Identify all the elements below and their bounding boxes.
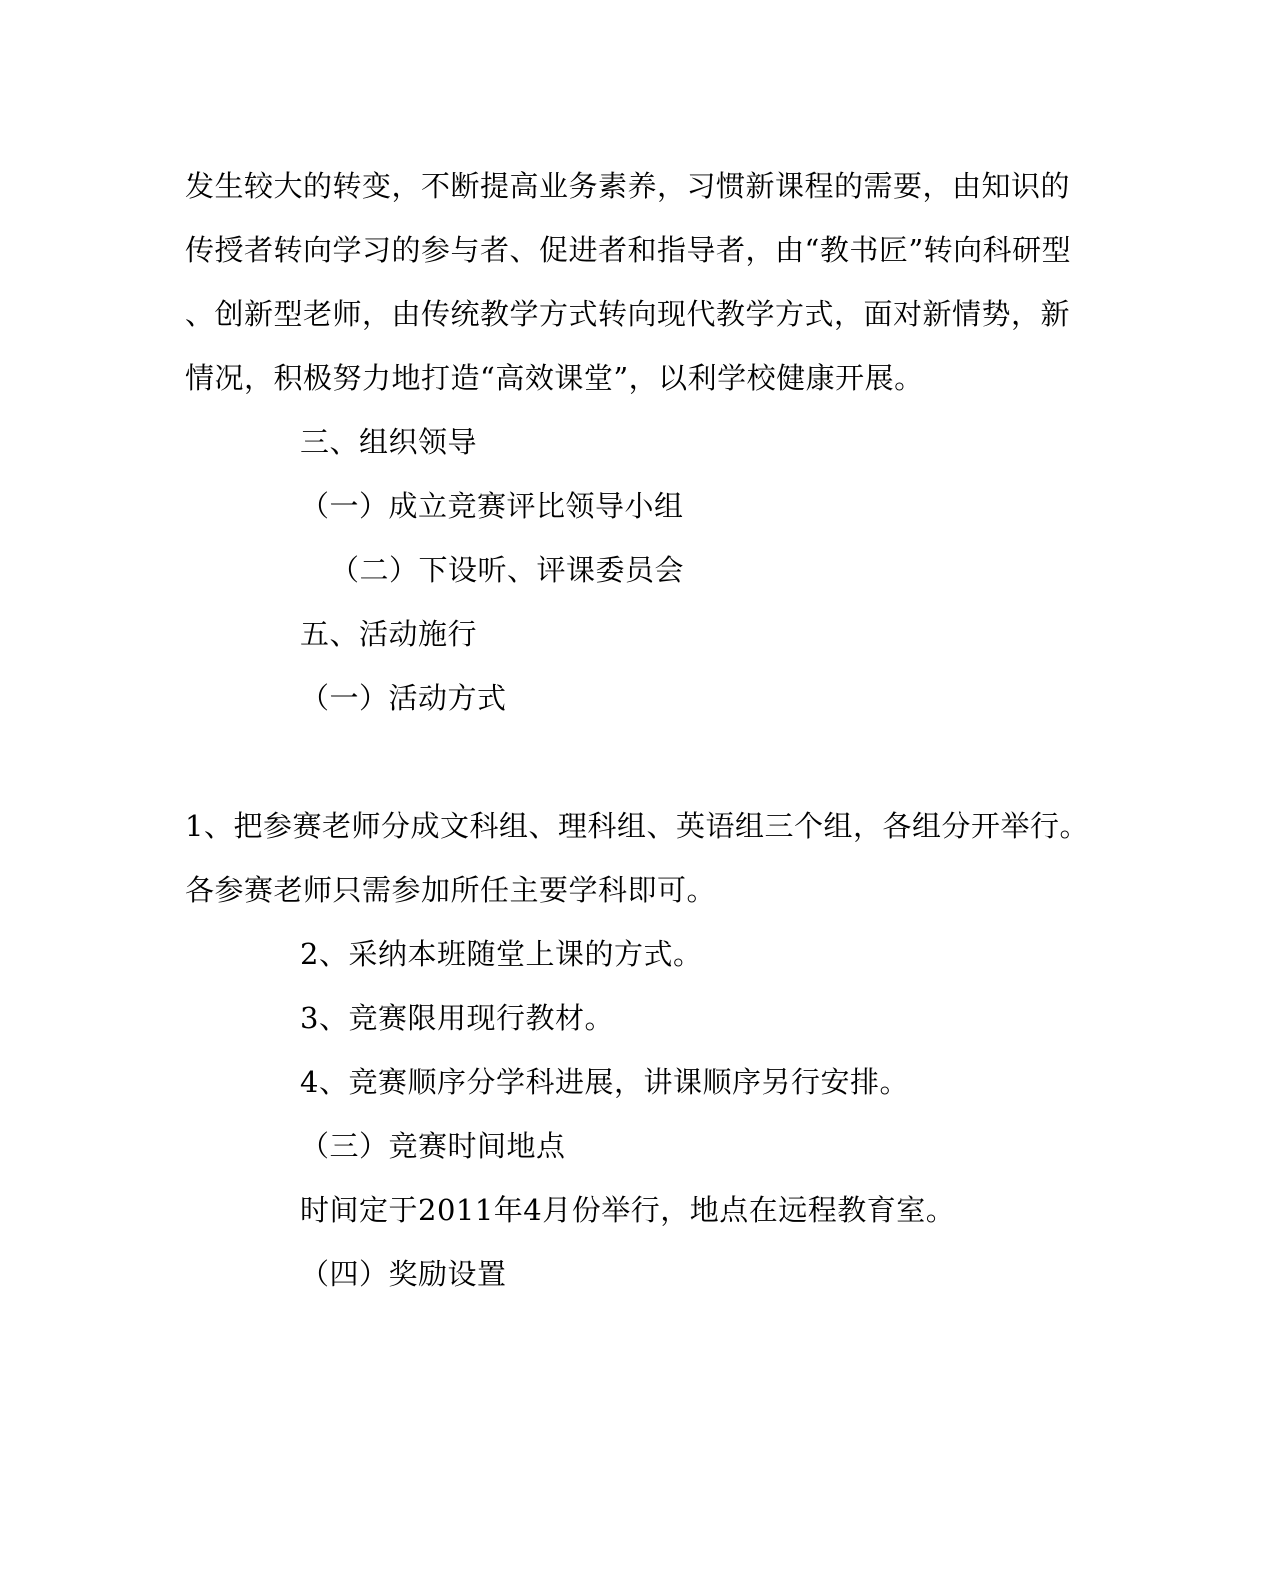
subsection-heading: （一）成立竞赛评比领导小组 (300, 489, 684, 523)
list-item: 2、采纳本班随堂上课的方式。 (300, 937, 703, 971)
subsection-heading: （三）竞赛时间地点 (300, 1129, 566, 1163)
subsection-heading: （二）下设听、评课委员会 (330, 553, 685, 587)
paragraph-line: 传授者转向学习的参与者、促进者和指导者，由“教书匠”转向科研型 (185, 233, 1072, 267)
list-item: 1、把参赛老师分成文科组、理科组、英语组三个组，各组分开举行。 (185, 809, 1089, 843)
section-heading: 五、活动施行 (300, 617, 478, 651)
paragraph-line: 发生较大的转变，不断提高业务素养，习惯新课程的需要，由知识的 (185, 169, 1071, 203)
subsection-heading: （一）活动方式 (300, 681, 507, 715)
list-item: 3、竞赛限用现行教材。 (300, 1001, 614, 1035)
section-heading: 三、组织领导 (300, 425, 478, 459)
paragraph-line: 时间定于2011年4月份举行，地点在远程教育室。 (300, 1193, 956, 1227)
paragraph-line: 、创新型老师，由传统教学方式转向现代教学方式，面对新情势，新 (185, 297, 1071, 331)
subsection-heading: （四）奖励设置 (300, 1257, 507, 1291)
paragraph-line: 情况，积极努力地打造“高效课堂”，以利学校健康开展。 (185, 361, 924, 395)
list-item-continuation: 各参赛老师只需参加所任主要学科即可。 (185, 873, 717, 907)
list-item: 4、竞赛顺序分学科进展，讲课顺序另行安排。 (300, 1065, 909, 1099)
